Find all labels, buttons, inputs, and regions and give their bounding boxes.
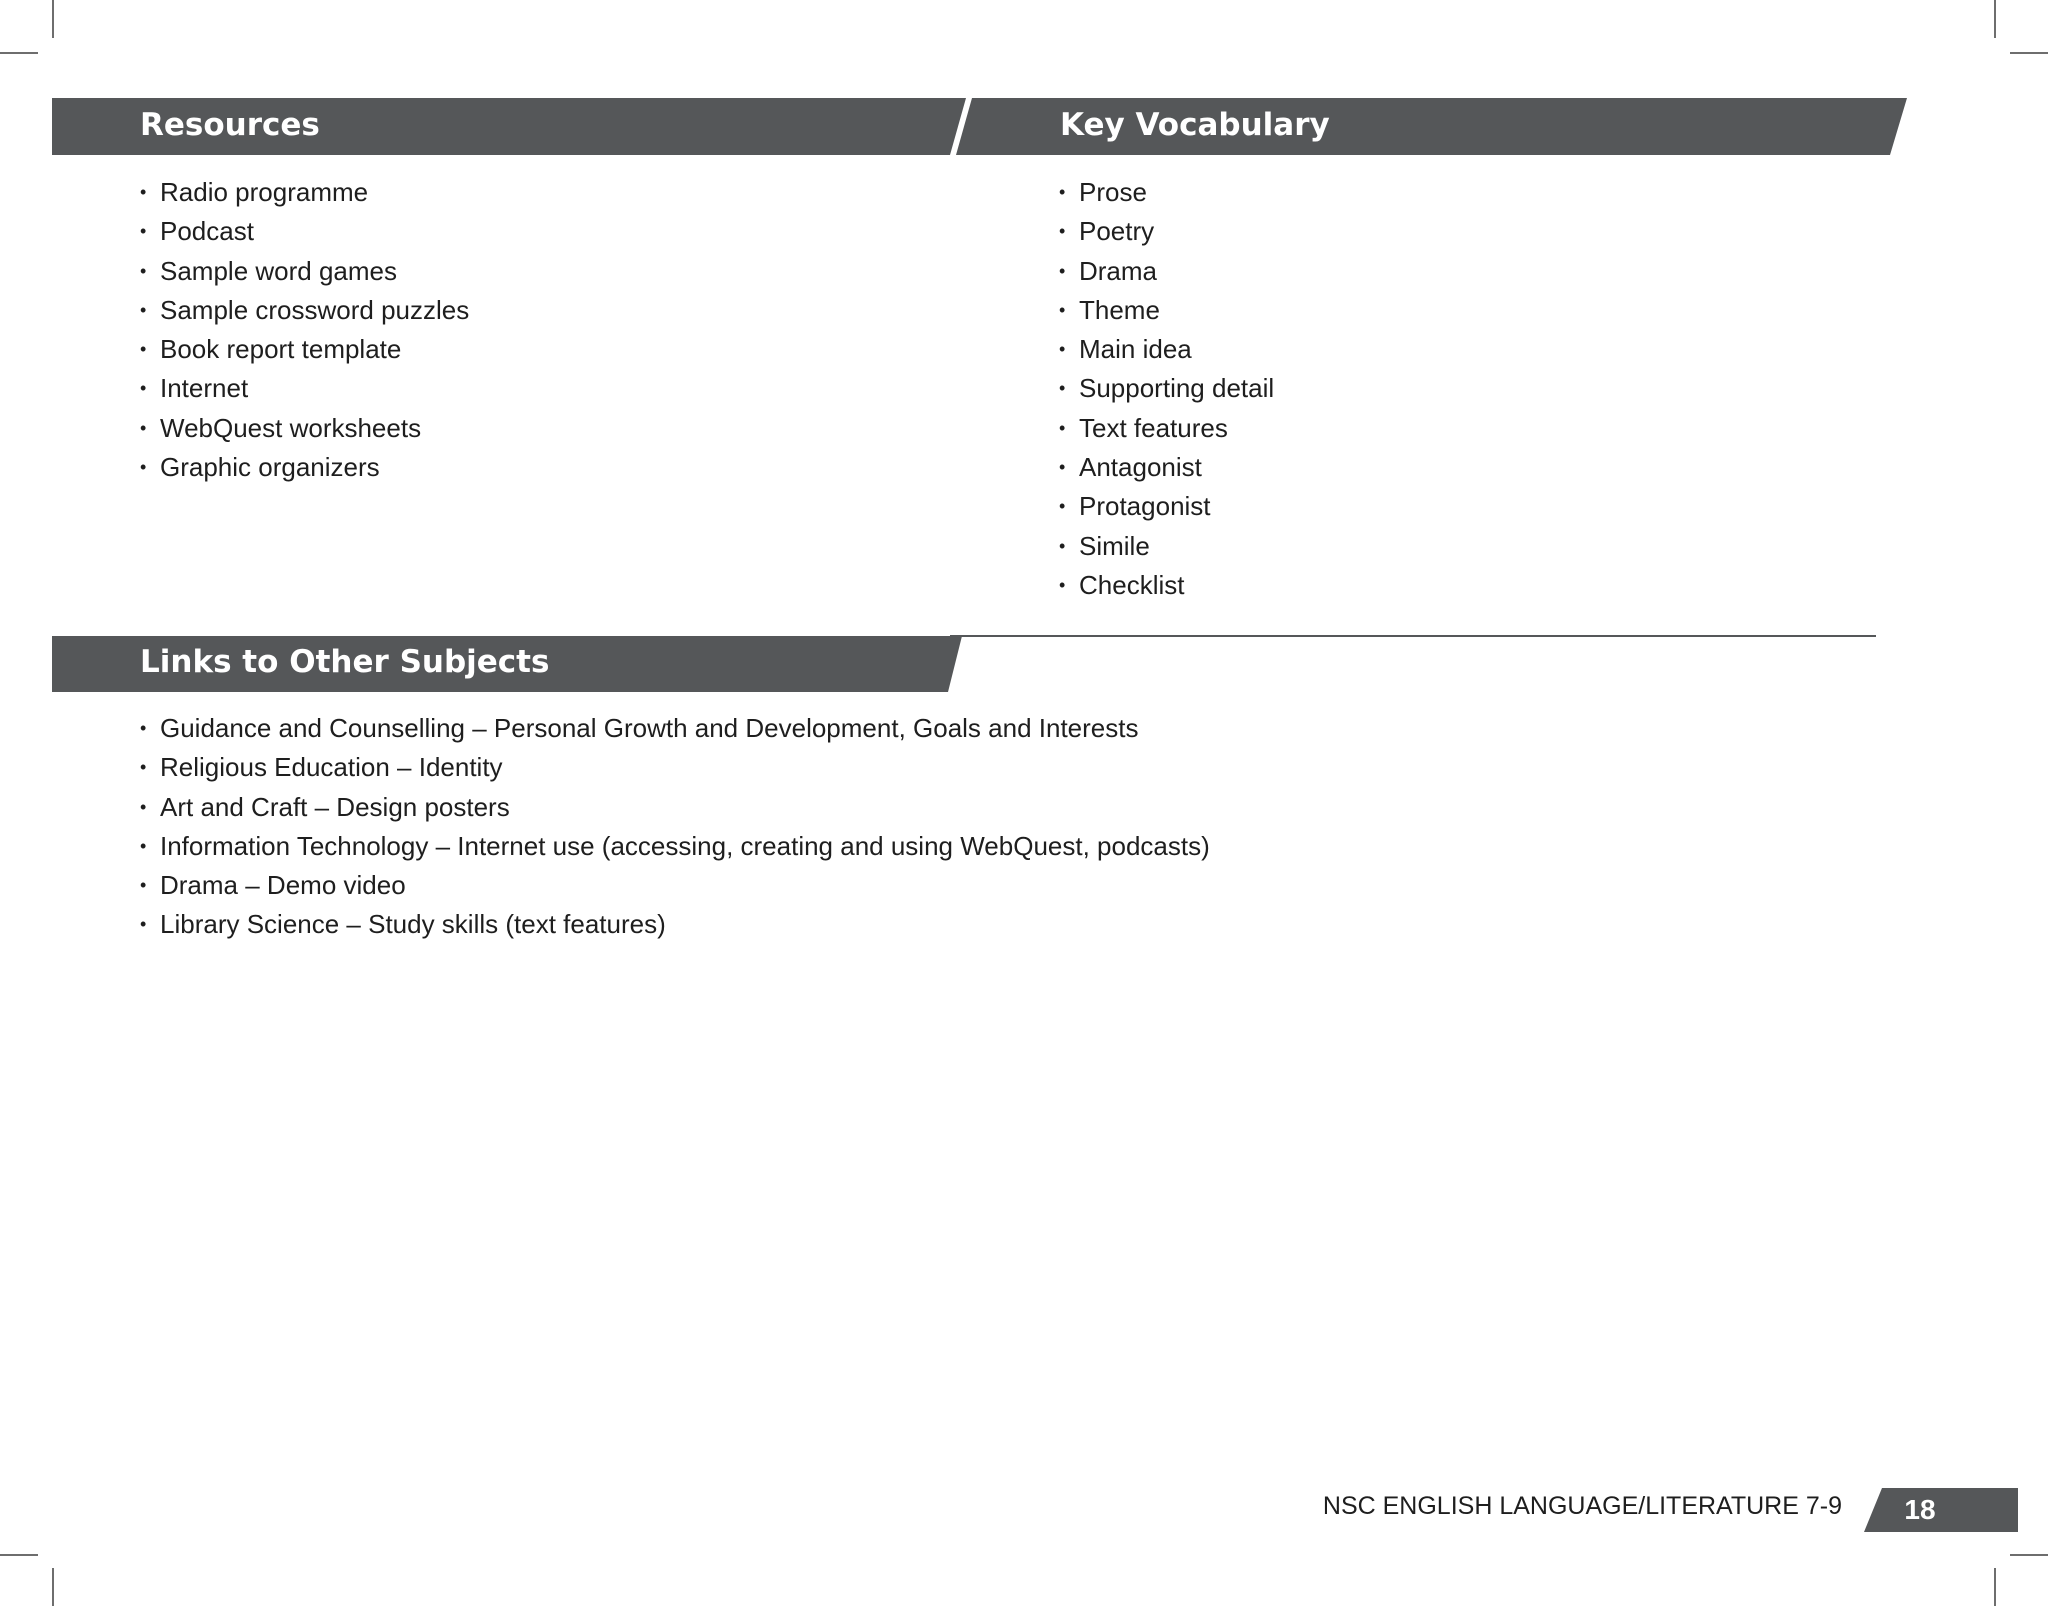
list-item: • Antagonist <box>1059 448 1274 487</box>
list-item: • Book report template <box>140 330 469 369</box>
links-heading: Links to Other Subjects <box>140 644 550 680</box>
list-item: • Sample word games <box>140 252 469 291</box>
list-item: • Checklist <box>1059 566 1274 605</box>
bullet-icon: • <box>1059 496 1066 517</box>
vocabulary-heading: Key Vocabulary <box>1060 107 1330 143</box>
bullet-icon: • <box>140 339 147 360</box>
vocabulary-list <box>1059 173 1274 605</box>
list-item: • Library Science – Study skills (text features) <box>140 905 1210 944</box>
list-item: • Art and Craft – Design posters <box>140 788 1210 827</box>
list-item: • Internet <box>140 369 469 408</box>
list-item: • Simile <box>1059 527 1274 566</box>
bullet-icon: • <box>1059 339 1066 360</box>
bullet-icon: • <box>1059 457 1066 478</box>
list-item: • Religious Education – Identity <box>140 748 1210 787</box>
list-item: • Poetry <box>1059 212 1274 251</box>
bullet-icon: • <box>140 718 147 738</box>
list-item: • Supporting detail <box>1059 369 1274 408</box>
bullet-icon: • <box>140 221 147 242</box>
links-list <box>140 709 1210 945</box>
bullet-icon: • <box>1059 260 1066 281</box>
list-item: • Podcast <box>140 212 469 251</box>
list-item: • WebQuest worksheets <box>140 409 469 448</box>
list-item: • Information Technology – Internet use (accessing, creating and using WebQuest, podcasts) <box>140 827 1210 866</box>
bullet-icon: • <box>140 835 147 856</box>
bullet-icon: • <box>140 378 147 399</box>
bullet-icon: • <box>140 182 147 202</box>
list-item: • Guidance and Counselling – Personal Growth and Development, Goals and Interests <box>140 709 1210 748</box>
list-item: • Radio programme <box>140 173 469 212</box>
bullet-icon: • <box>1059 182 1066 202</box>
list-item: • Text features <box>1059 409 1274 448</box>
bullet-icon: • <box>140 299 147 320</box>
running-title: NSC ENGLISH LANGUAGE/LITERATURE 7-9 <box>1322 1492 1842 1520</box>
bullet-icon: • <box>140 875 147 896</box>
resources-list <box>140 173 469 487</box>
list-item: • Drama <box>1059 252 1274 291</box>
resources-heading: Resources <box>140 107 320 143</box>
list-item: • Main idea <box>1059 330 1274 369</box>
bullet-icon: • <box>140 260 147 281</box>
list-item: • Protagonist <box>1059 487 1274 526</box>
bullet-icon: • <box>140 914 147 935</box>
page-number: 18 <box>1904 1494 1936 1525</box>
bullet-icon: • <box>140 796 147 817</box>
bullet-icon: • <box>1059 417 1066 438</box>
list-item: • Sample crossword puzzles <box>140 291 469 330</box>
section-divider <box>950 635 1876 637</box>
bullet-icon: • <box>1059 378 1066 399</box>
bullet-icon: • <box>140 457 147 478</box>
list-item: • Prose <box>1059 173 1274 212</box>
list-item: • Theme <box>1059 291 1274 330</box>
bullet-icon: • <box>1059 299 1066 320</box>
bullet-icon: • <box>140 417 147 438</box>
bullet-icon: • <box>1059 535 1066 556</box>
bullet-icon: • <box>1059 574 1066 595</box>
list-item: • Drama – Demo video <box>140 866 1210 905</box>
list-item: • Graphic organizers <box>140 448 469 487</box>
bullet-icon: • <box>1059 221 1066 242</box>
bullet-icon: • <box>140 757 147 778</box>
